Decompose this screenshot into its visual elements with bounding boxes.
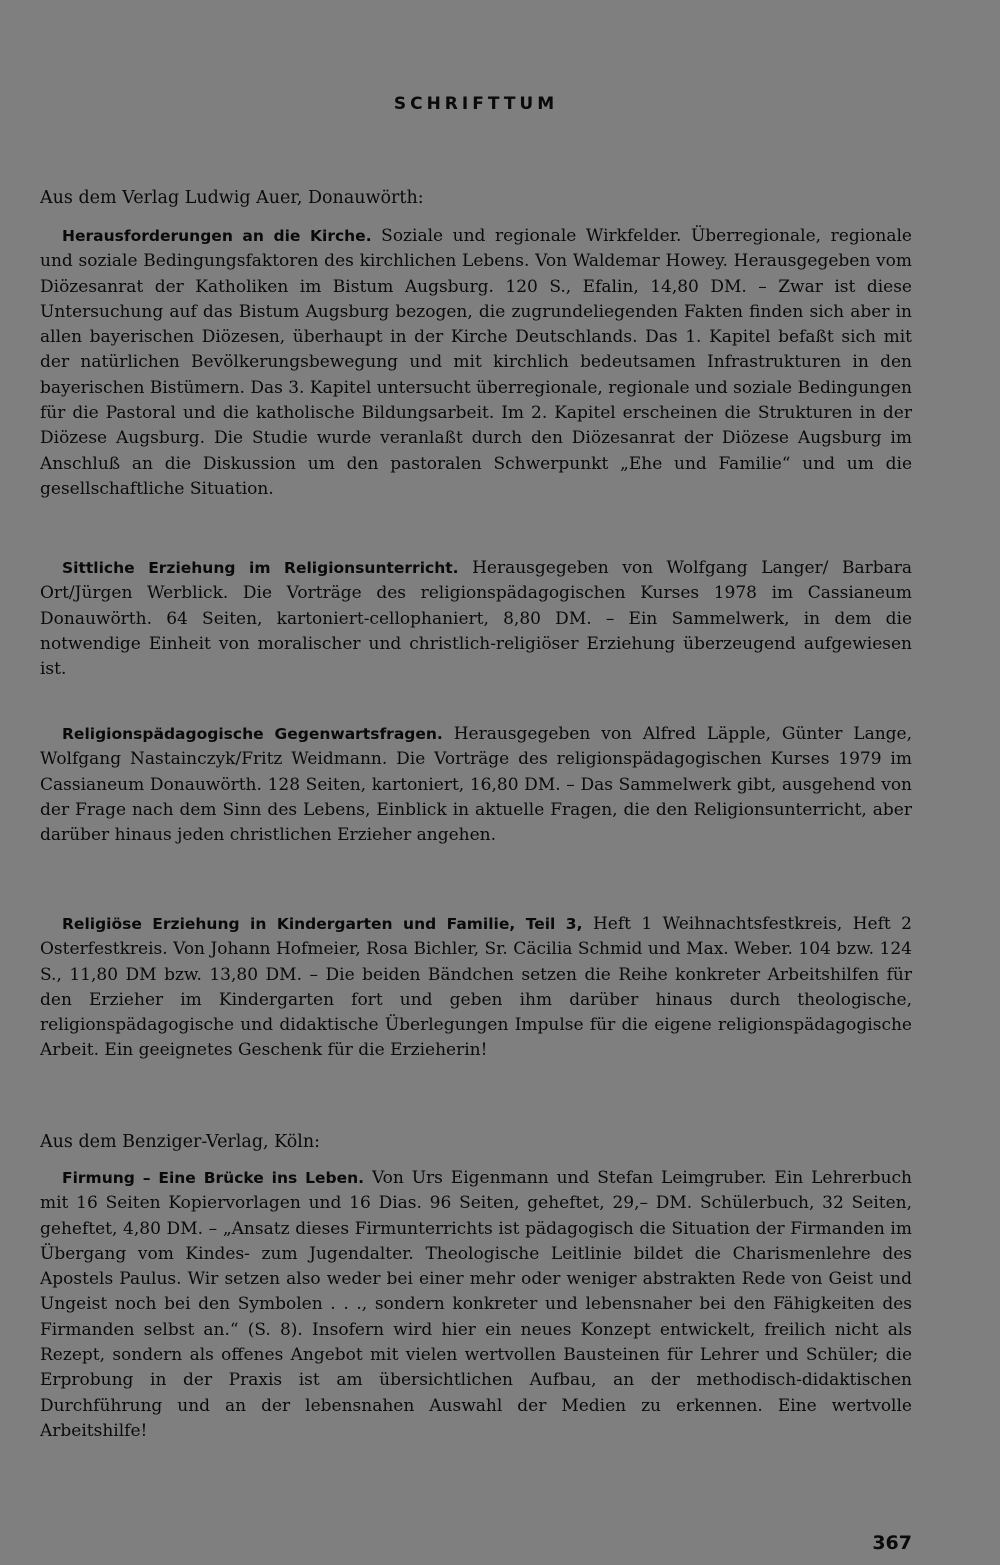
book-title: Religionspädagogische Gegenwartsfragen. <box>62 725 454 743</box>
book-description: Heft 1 Weihnachtsfestkreis, Heft 2 Osterfestkreis. Von Johann Hofmeier, Rosa Bichler, Sr. Cäcilia Schmid und Max. Weber. 104 bzw. 124 S., 11,80 DM bzw. 13,80 DM. – Die beiden Bändchen setzen die Reihe konkreter Arbeitshilfen für den Erzieher im Kindergarten fort und geben ihm darüber hinaus durch theologische, religionspädagogische und didaktische Überlegungen Impulse für die eigene religionspädagogische Arbeit. Ein geeignetes Geschenk für die Erzieherin! <box>40 914 912 1061</box>
book-entry <box>40 556 912 682</box>
page-header: SCHRIFTTUM <box>393 94 559 114</box>
book-description: Von Urs Eigenmann und Stefan Leimgruber. Ein Lehrerbuch mit 16 Seiten Kopiervorlagen und 16 Dias. 96 Seiten, geheftet, 29,– DM. Schülerbuch, 32 Seiten, geheftet, 4,80 DM. – „Ansatz dieses Firmunterrichts ist pädagogisch die Situation der Firmanden im Übergang vom Kindes- zum Jugendalter. Theologische Leitlinie bildet die Charismenlehre des Apostels Paulus. Wir setzen also weder bei einer mehr oder weniger abstrakten Rede von Geist und Ungeist noch bei den Symbolen . . ., sondern konkreter und lebensnaher bei den Fähigkeiten des Firmanden selbst an.“ (S. 8). Insofern wird hier ein neues Konzept entwickelt, freilich nicht als Rezept, sondern als offenes Angebot mit vielen wertvollen Bausteinen für Lehrer und Schüler; die Erprobung in der Praxis ist am übersichtlichen Aufbau, an der methodisch-didaktischen Durchführung und an der lebensnahen Auswahl der Medien zu erkennen. Eine wertvolle Arbeitshilfe! <box>40 1168 913 1441</box>
book-entry <box>40 722 912 848</box>
book-title: Firmung – Eine Brücke ins Leben. <box>62 1169 372 1187</box>
book-entry <box>40 224 912 502</box>
book-description: Herausgegeben von Alfred Läpple, Günter Lange, Wolfgang Nastainczyk/Fritz Weidmann. Die Vorträge des religionspädagogischen Kurses 1979 im Cassianeum Donauwörth. 128 Seiten, kartoniert, 16,80 DM. – Das Sammelwerk gibt, ausgehend von der Frage nach dem Sinn des Lebens, Einblick in aktuelle Fragen, die den Religionsunterricht, aber darüber hinaus jeden christlichen Erzieher angehen. <box>40 724 912 846</box>
publisher-heading: Aus dem Verlag Ludwig Auer, Donauwörth: <box>40 188 424 208</box>
book-entry <box>40 912 912 1064</box>
book-description: Herausgegeben von Wolfgang Langer/ Barbara Ort/Jürgen Werblick. Die Vorträge des religionspädagogischen Kurses 1978 im Cassianeum Donauwörth. 64 Seiten, kartoniert-cellophaniert, 8,80 DM. – Ein Sammelwerk, in dem die notwendige Einheit von moralischer und christlich-religiöser Erziehung überzeugend aufgewiesen ist. <box>40 558 912 680</box>
book-title: Herausforderungen an die Kirche. <box>62 227 382 245</box>
book-page <box>40 0 912 1565</box>
page-number: 367 <box>872 1532 912 1554</box>
book-description: Soziale und regionale Wirkfelder. Überregionale, regionale und soziale Bedingungsfaktoren des kirchlichen Lebens. Von Waldemar Howey. Herausgegeben vom Diözesanrat der Katholiken im Bistum Augsburg. 120 S., Efalin, 14,80 DM. – Zwar ist diese Untersuchung auf das Bistum Augsburg bezogen, die zugrundeliegenden Fakten finden sich aber in allen bayerischen Diözesen, überhaupt in der Kirche Deutschlands. Das 1. Kapitel befaßt sich mit der natürlichen Bevölkerungsbewegung und mit kirchlich bedeutsamen Infrastrukturen in den bayerischen Bistümern. Das 3. Kapitel untersucht überregionale, regionale und soziale Bedingungen für die Pastoral und die katholische Bildungsarbeit. Im 2. Kapitel erscheinen die Strukturen in der Diözese Augsburg. Die Studie wurde veranlaßt durch den Diözesanrat der Diözese Augsburg im Anschluß an die Diskussion um den pastoralen Schwerpunkt „Ehe und Familie“ und um die gesellschaftliche Situation. <box>40 226 912 499</box>
publisher-heading: Aus dem Benziger-Verlag, Köln: <box>40 1132 321 1152</box>
book-title: Religiöse Erziehung in Kindergarten und Familie, Teil 3, <box>62 915 593 933</box>
book-title: Sittliche Erziehung im Religionsunterricht. <box>62 559 473 577</box>
book-entry <box>40 1166 912 1444</box>
